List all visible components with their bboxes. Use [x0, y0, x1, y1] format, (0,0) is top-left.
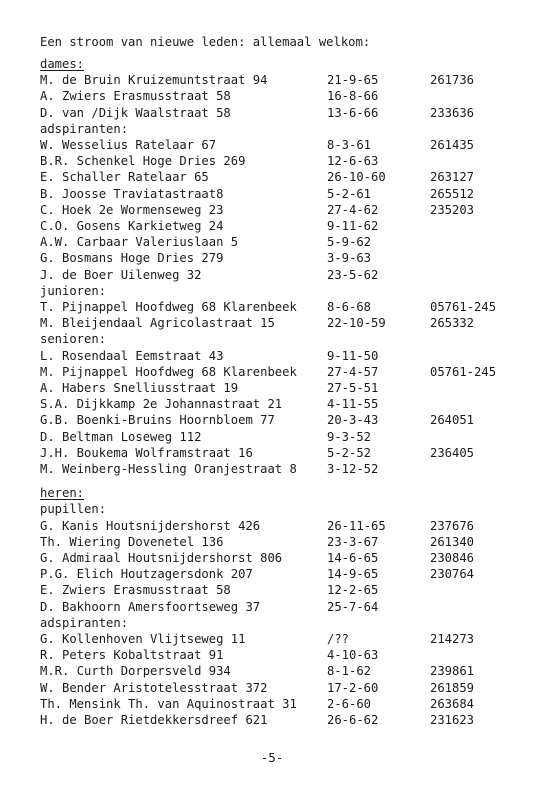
member-birthdate: 5-2-52 [327, 445, 372, 460]
member-phone: 261340 [430, 534, 475, 549]
member-row [0, 72, 544, 89]
member-row [0, 582, 544, 599]
member-birthdate: 9-11-62 [327, 219, 379, 233]
member-birthdate: 14-9-65 [327, 567, 379, 582]
title-line [0, 34, 544, 51]
member-birthdate: 26-6-62 [327, 713, 379, 727]
member-row [0, 712, 544, 729]
member-row [0, 153, 544, 170]
member-phone: 265332 [430, 316, 475, 331]
member-name-address: M. Pijnappel Hoofdweg 68 Klarenbeek [40, 364, 297, 379]
member-name-address: B.R. Schenkel Hoge Dries 269 [40, 154, 246, 169]
member-birthdate: 4-10-63 [327, 648, 379, 663]
member-birthdate: 14-6-65 [327, 551, 379, 565]
member-row [0, 267, 544, 284]
group-label: junioren: [40, 283, 107, 298]
member-birthdate: 23-5-62 [327, 267, 379, 282]
member-row [0, 518, 544, 535]
member-name-address: E. Zwiers Erasmusstraat 58 [40, 583, 231, 598]
member-row [0, 696, 544, 713]
member-name-address: A. Habers Snelliusstraat 19 [40, 381, 239, 395]
member-name-address: E. Schaller Ratelaar 65 [40, 170, 209, 185]
member-name-address: R. Peters Kobaltstraat 91 [40, 648, 224, 663]
member-name-address: P.G. Elich Houtzagersdonk 207 [40, 567, 253, 582]
member-phone: 261859 [430, 680, 475, 695]
member-name-address: M. de Bruin Kruizemuntstraat 94 [40, 73, 268, 88]
member-name-address: M.R. Curth Dorpersveld 934 [40, 664, 231, 679]
member-name-address: H. de Boer Rietdekkersdreef 621 [40, 713, 268, 727]
member-row [0, 631, 544, 648]
member-phone: 05761-245 [430, 300, 497, 314]
member-row [0, 88, 544, 105]
member-birthdate: 26-11-65 [327, 518, 386, 533]
group-label-line [0, 121, 544, 138]
member-row [0, 663, 544, 680]
member-birthdate: 17-2-60 [327, 680, 379, 695]
member-birthdate: 8-1-62 [327, 664, 372, 679]
member-birthdate: 27-4-57 [327, 364, 379, 379]
member-name-address: J. de Boer Uilenweg 32 [40, 267, 202, 282]
member-phone: 214273 [430, 632, 475, 646]
member-birthdate: 13-6-66 [327, 105, 379, 120]
member-birthdate: 20-3-43 [327, 413, 379, 428]
member-name-address: M. Weinberg-Hessling Oranjestraat 8 [40, 462, 297, 476]
member-birthdate: 9-3-52 [327, 429, 372, 444]
group-label: adspiranten: [40, 615, 129, 630]
group-label-line [0, 615, 544, 632]
member-row [0, 299, 544, 316]
member-name-address: G. Bosmans Hoge Dries 279 [40, 251, 224, 266]
member-phone: 05761-245 [430, 364, 497, 379]
member-name-address: W. Wesselius Ratelaar 67 [40, 138, 217, 152]
member-birthdate: 5-2-61 [327, 186, 372, 201]
member-row [0, 412, 544, 429]
member-birthdate: 12-6-63 [327, 154, 379, 169]
member-birthdate: 23-3-67 [327, 534, 379, 549]
member-birthdate: 3-9-63 [327, 251, 372, 266]
group-label-line [0, 331, 544, 348]
member-row [0, 315, 544, 332]
member-phone: 239861 [430, 664, 475, 679]
member-row [0, 550, 544, 567]
section-heading-line [0, 56, 544, 73]
section-heading: dames: [40, 57, 85, 71]
member-birthdate: 3-12-52 [327, 462, 379, 476]
member-phone: 230764 [430, 567, 475, 582]
member-row [0, 429, 544, 446]
member-birthdate: /?? [327, 632, 350, 646]
member-phone: 237676 [430, 518, 475, 533]
member-name-address: Th. Mensink Th. van Aquinostraat 31 [40, 696, 297, 711]
member-phone: 265512 [430, 186, 475, 201]
group-label-line [0, 501, 544, 518]
member-birthdate: 5-9-62 [327, 235, 372, 250]
member-name-address: W. Bender Aristotelesstraat 372 [40, 680, 268, 695]
member-name-address: L. Rosendaal Eemstraat 43 [40, 348, 224, 363]
member-birthdate: 27-5-51 [327, 381, 379, 395]
member-name-address: D. van /Dijk Waalstraat 58 [40, 105, 231, 120]
member-phone: 235203 [430, 202, 475, 217]
member-name-address: Th. Wiering Dovenetel 136 [40, 534, 224, 549]
section-heading-line [0, 485, 544, 502]
member-birthdate: 8-6-68 [327, 300, 372, 314]
member-birthdate: 21-9-65 [327, 73, 379, 88]
member-birthdate: 2-6-60 [327, 696, 372, 711]
member-row [0, 169, 544, 186]
member-phone: 230846 [430, 551, 475, 565]
member-row [0, 680, 544, 697]
member-row [0, 137, 544, 154]
page-number: -5- [260, 750, 284, 765]
group-label: senioren: [40, 332, 107, 347]
member-row [0, 105, 544, 122]
member-name-address: C.O. Gosens Karkietweg 24 [40, 219, 224, 233]
member-row [0, 380, 544, 397]
member-name-address: G.B. Boenki-Bruins Hoornbloem 77 [40, 413, 275, 428]
member-row [0, 364, 544, 381]
member-phone: 261435 [430, 138, 475, 152]
member-name-address: J.H. Boukema Wolframstraat 16 [40, 445, 253, 460]
member-name-address: A. Zwiers Erasmusstraat 58 [40, 89, 231, 104]
member-row [0, 599, 544, 616]
member-birthdate: 27-4-62 [327, 202, 379, 217]
member-row [0, 186, 544, 203]
member-phone: 263127 [430, 170, 475, 185]
member-row [0, 647, 544, 664]
member-birthdate: 9-11-50 [327, 348, 379, 363]
member-row [0, 445, 544, 462]
member-row [0, 566, 544, 583]
member-row [0, 461, 544, 478]
group-label-line [0, 283, 544, 300]
member-phone: 264051 [430, 413, 475, 428]
member-name-address: G. Kollenhoven Vlijtseweg 11 [40, 632, 246, 646]
member-birthdate: 22-10-59 [327, 316, 386, 331]
member-row [0, 234, 544, 251]
member-phone: 236405 [430, 445, 475, 460]
member-phone: 261736 [430, 73, 475, 88]
member-row [0, 348, 544, 365]
member-row [0, 218, 544, 235]
member-birthdate: 26-10-60 [327, 170, 386, 185]
section-heading: heren: [40, 486, 85, 501]
member-birthdate: 8-3-61 [327, 138, 372, 152]
member-birthdate: 25-7-64 [327, 599, 379, 614]
member-name-address: S.A. Dijkkamp 2e Johannastraat 21 [40, 397, 283, 412]
member-birthdate: 16-8-66 [327, 89, 379, 104]
member-name-address: C. Hoek 2e Wormenseweg 23 [40, 202, 224, 217]
member-row [0, 534, 544, 551]
member-birthdate: 4-11-55 [327, 397, 379, 412]
member-name-address: D. Beltman Loseweg 112 [40, 429, 202, 444]
member-name-address: T. Pijnappel Hoofdweg 68 Klarenbeek [40, 300, 297, 314]
member-name-address: G. Admiraal Houtsnijdershorst 806 [40, 551, 283, 565]
member-name-address: G. Kanis Houtsnijdershorst 426 [40, 518, 261, 533]
group-label: adspiranten: [40, 121, 129, 136]
member-row [0, 396, 544, 413]
member-birthdate: 12-2-65 [327, 583, 379, 598]
member-row [0, 202, 544, 219]
group-label: pupillen: [40, 502, 107, 517]
page-title: Een stroom van nieuwe leden: allemaal welkom: [40, 35, 371, 49]
member-phone: 233636 [430, 105, 475, 120]
member-name-address: A.W. Carbaar Valeriuslaan 5 [40, 235, 239, 250]
member-row [0, 250, 544, 267]
member-name-address: D. Bakhoorn Amersfoortseweg 37 [40, 599, 261, 614]
member-name-address: M. Bleijendaal Agricolastraat 15 [40, 316, 275, 331]
member-name-address: B. Joosse Traviatastraat8 [40, 186, 224, 201]
member-phone: 263684 [430, 696, 475, 711]
member-phone: 231623 [430, 713, 475, 727]
